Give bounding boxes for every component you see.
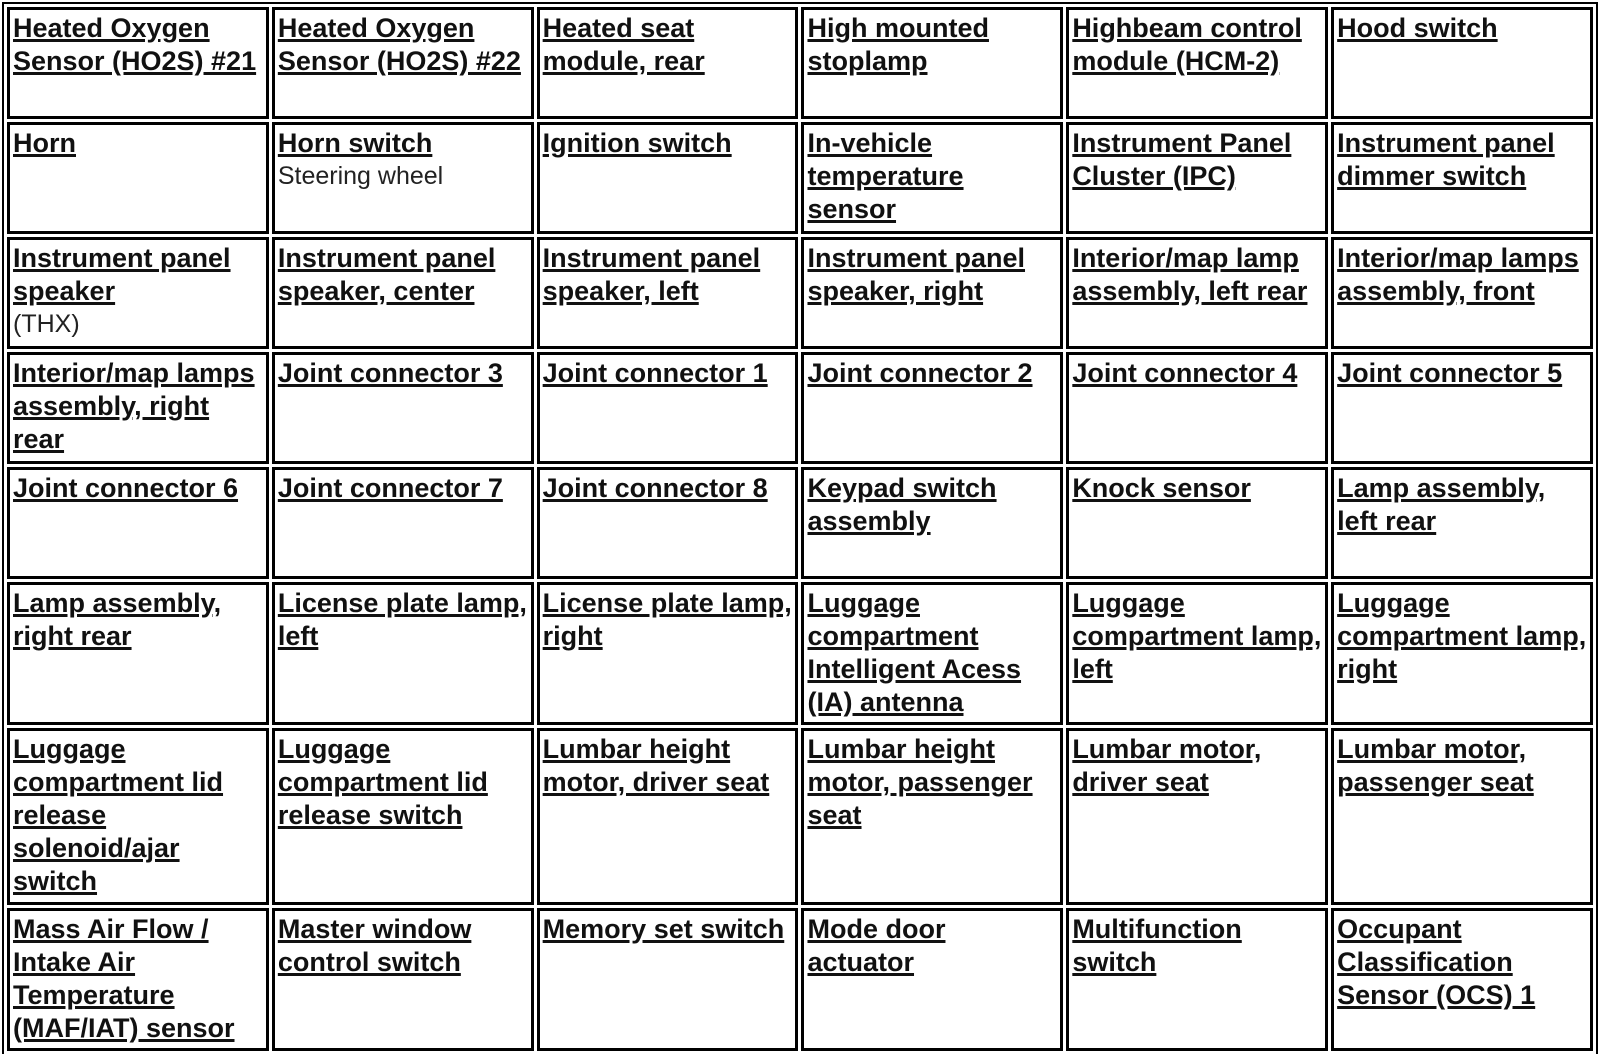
component-link[interactable]: Joint connector 5 xyxy=(1337,358,1563,388)
component-link[interactable]: Occupant Classification Sensor (OCS) 1 xyxy=(1337,914,1536,1010)
component-link[interactable]: Highbeam control module (HCM-2) xyxy=(1072,13,1302,76)
table-cell xyxy=(801,237,1063,349)
table-cell xyxy=(272,467,534,579)
component-link[interactable]: Joint connector 2 xyxy=(807,358,1033,388)
component-link[interactable]: Joint connector 3 xyxy=(277,358,503,388)
component-link[interactable]: Heated Oxygen Sensor (HO2S) #21 xyxy=(13,13,257,76)
component-link[interactable]: Lumbar height motor, passenger seat xyxy=(807,734,1033,830)
component-location-note: (THX) xyxy=(13,310,80,338)
table-cell xyxy=(272,908,534,1051)
component-link[interactable]: Luggage compartment lamp, right xyxy=(1337,588,1587,684)
table-cell xyxy=(272,122,534,234)
table-cell xyxy=(537,728,799,905)
table-row xyxy=(7,582,1593,725)
table-cell xyxy=(7,237,269,349)
table-row xyxy=(7,467,1593,579)
table-cell xyxy=(801,352,1063,464)
component-link[interactable]: Interior/map lamps assembly, right rear xyxy=(13,358,255,454)
table-cell xyxy=(537,908,799,1051)
table-cell xyxy=(1066,908,1328,1051)
component-link[interactable]: Master window control switch xyxy=(277,914,472,977)
table-cell xyxy=(1331,352,1593,464)
component-link[interactable]: Lamp assembly, left rear xyxy=(1337,473,1546,536)
table-row xyxy=(7,7,1593,119)
table-cell xyxy=(537,122,799,234)
component-link[interactable]: Instrument panel speaker, right xyxy=(807,243,1026,306)
component-index-body xyxy=(7,7,1593,1051)
table-cell xyxy=(801,122,1063,234)
component-link[interactable]: Heated seat module, rear xyxy=(542,13,705,76)
table-cell xyxy=(1331,7,1593,119)
table-cell xyxy=(272,582,534,725)
component-link[interactable]: Hood switch xyxy=(1337,13,1498,43)
table-cell xyxy=(1066,122,1328,234)
component-link[interactable]: Luggage compartment lid release switch xyxy=(277,734,488,830)
table-cell xyxy=(7,122,269,234)
component-link[interactable]: Lumbar motor, driver seat xyxy=(1072,734,1262,797)
table-cell xyxy=(272,237,534,349)
component-link[interactable]: Joint connector 4 xyxy=(1072,358,1298,388)
component-link[interactable]: Ignition switch xyxy=(542,128,732,158)
table-cell xyxy=(1066,237,1328,349)
table-row xyxy=(7,728,1593,905)
component-link[interactable]: License plate lamp, right xyxy=(542,588,792,651)
component-link[interactable]: High mounted stoplamp xyxy=(807,13,989,76)
table-cell xyxy=(272,728,534,905)
table-cell xyxy=(1331,728,1593,905)
table-row xyxy=(7,237,1593,349)
table-cell xyxy=(537,582,799,725)
table-cell xyxy=(537,7,799,119)
component-link[interactable]: Instrument panel dimmer switch xyxy=(1337,128,1555,191)
table-cell xyxy=(1066,728,1328,905)
table-cell xyxy=(1331,582,1593,725)
table-cell xyxy=(272,7,534,119)
component-link[interactable]: Joint connector 8 xyxy=(542,473,768,503)
table-cell xyxy=(537,467,799,579)
component-link[interactable]: Knock sensor xyxy=(1072,473,1251,503)
component-link[interactable]: Joint connector 1 xyxy=(542,358,768,388)
component-link[interactable]: Instrument panel speaker, center xyxy=(277,243,496,306)
table-cell xyxy=(801,582,1063,725)
table-cell xyxy=(272,352,534,464)
table-cell xyxy=(1331,237,1593,349)
component-link[interactable]: Horn xyxy=(13,128,76,158)
component-link[interactable]: Instrument panel speaker xyxy=(13,243,231,306)
table-cell xyxy=(1066,352,1328,464)
component-location-note: Steering wheel xyxy=(277,162,444,190)
component-link[interactable]: Instrument panel speaker, left xyxy=(542,243,761,306)
component-link[interactable]: Instrument Panel Cluster (IPC) xyxy=(1072,128,1292,191)
component-link[interactable]: Mass Air Flow / Intake Air Temperature (MAF/IAT) sensor xyxy=(13,914,235,1043)
table-cell xyxy=(7,7,269,119)
component-link[interactable]: License plate lamp, left xyxy=(277,588,527,651)
table-row xyxy=(7,352,1593,464)
component-link[interactable]: Joint connector 7 xyxy=(277,473,503,503)
table-cell xyxy=(1331,467,1593,579)
table-cell xyxy=(801,467,1063,579)
table-cell xyxy=(537,237,799,349)
component-link[interactable]: Luggage compartment Intelligent Acess (IA) antenna xyxy=(807,588,1022,717)
table-cell xyxy=(537,352,799,464)
table-cell xyxy=(801,908,1063,1051)
table-cell xyxy=(7,728,269,905)
component-link[interactable]: Horn switch xyxy=(277,128,433,158)
component-link[interactable]: Lumbar height motor, driver seat xyxy=(542,734,770,797)
component-link[interactable]: Interior/map lamps assembly, front xyxy=(1337,243,1579,306)
component-link[interactable]: In-vehicle temperature sensor xyxy=(807,128,964,224)
table-row xyxy=(7,122,1593,234)
table-cell xyxy=(7,467,269,579)
table-cell xyxy=(1066,7,1328,119)
table-cell xyxy=(1331,122,1593,234)
component-link[interactable]: Lumbar motor, passenger seat xyxy=(1337,734,1534,797)
table-row xyxy=(7,908,1593,1051)
table-cell xyxy=(1066,467,1328,579)
component-link[interactable]: Lamp assembly, right rear xyxy=(13,588,222,651)
component-index-table xyxy=(4,4,1596,1054)
table-cell xyxy=(1066,582,1328,725)
table-cell xyxy=(7,352,269,464)
component-link[interactable]: Luggage compartment lid release solenoid/ajar switch xyxy=(13,734,224,896)
component-link[interactable]: Keypad switch assembly xyxy=(807,473,997,536)
table-cell xyxy=(1331,908,1593,1051)
component-link[interactable]: Interior/map lamp assembly, left rear xyxy=(1072,243,1308,306)
component-link[interactable]: Memory set switch xyxy=(542,914,785,944)
table-cell xyxy=(801,7,1063,119)
component-link[interactable]: Luggage compartment lamp, left xyxy=(1072,588,1322,684)
component-link[interactable]: Mode door actuator xyxy=(807,914,946,977)
component-link[interactable]: Heated Oxygen Sensor (HO2S) #22 xyxy=(277,13,521,76)
table-cell xyxy=(7,908,269,1051)
component-link[interactable]: Multifunction switch xyxy=(1072,914,1242,977)
table-cell xyxy=(801,728,1063,905)
table-cell xyxy=(7,582,269,725)
component-link[interactable]: Joint connector 6 xyxy=(13,473,239,503)
